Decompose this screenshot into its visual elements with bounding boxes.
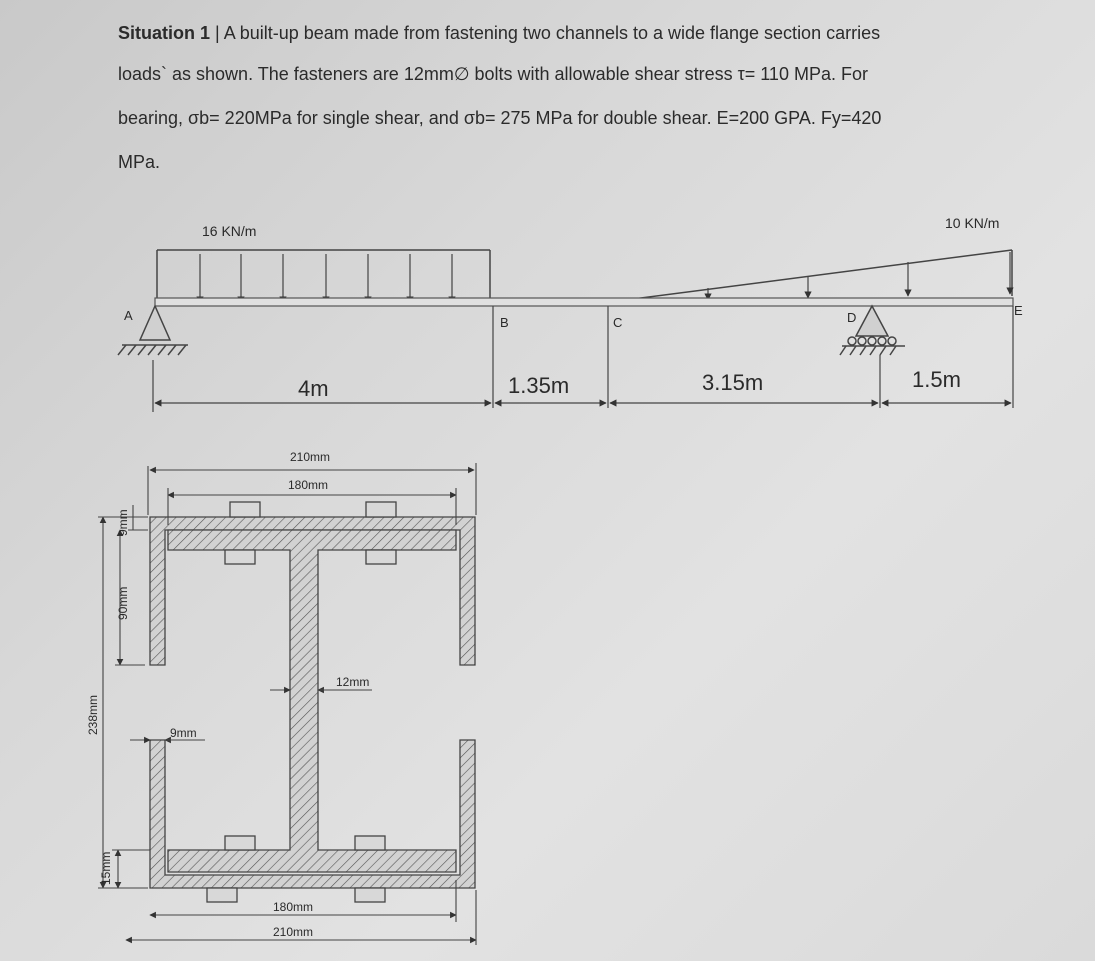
point-d-label: D bbox=[847, 310, 857, 325]
heading-separator: | bbox=[215, 23, 220, 43]
point-a-label: A bbox=[124, 308, 133, 323]
problem-line-3: bearing, σb= 220MPa for single shear, and σb= 275 MPa for double shear. E=200 GPA. Fy=420 bbox=[118, 108, 882, 128]
span-bc-label: 1.35m bbox=[508, 373, 570, 398]
triangular-load bbox=[610, 250, 1012, 302]
triangular-load-label: 10 KN/m bbox=[945, 215, 1000, 231]
point-e-label: E bbox=[1014, 303, 1023, 318]
point-c-label: C bbox=[613, 315, 623, 330]
channel-depth-dim: 90mm bbox=[116, 586, 130, 620]
bottom-outer-dim: 210mm bbox=[273, 925, 314, 939]
span-de-label: 1.5m bbox=[912, 367, 961, 392]
problem-heading: Situation 1 bbox=[118, 23, 211, 43]
flange-thickness-dim: 9mm bbox=[116, 509, 130, 536]
span-ab-label: 4m bbox=[298, 376, 329, 401]
wide-flange-section bbox=[168, 530, 456, 872]
point-b-label: B bbox=[500, 315, 509, 330]
cross-section bbox=[98, 463, 476, 945]
web-thickness-dim: 12mm bbox=[336, 675, 370, 689]
problem-line-1-text: A built-up beam made from fastening two channels to a wide flange section carries bbox=[223, 23, 881, 43]
udl-load bbox=[157, 250, 490, 305]
total-depth-dim: 238mm bbox=[86, 694, 100, 735]
problem-line-2: loads` as shown. The fasteners are 12mm∅ bolts with allowable shear stress τ= 110 MPa. For bbox=[118, 64, 868, 84]
channel-web-thickness-dim: 9mm bbox=[170, 726, 197, 740]
bottom-flange-thickness-dim: 15mm bbox=[99, 851, 113, 885]
bottom-inner-dim: 180mm bbox=[273, 900, 314, 914]
top-outer-dim: 210mm bbox=[290, 450, 331, 464]
problem-line-4: MPa. bbox=[118, 152, 161, 172]
top-inner-dim: 180mm bbox=[288, 478, 329, 492]
span-cd-label: 3.15m bbox=[702, 370, 764, 395]
beam-member bbox=[155, 298, 1013, 306]
udl-label: 16 KN/m bbox=[202, 223, 257, 239]
